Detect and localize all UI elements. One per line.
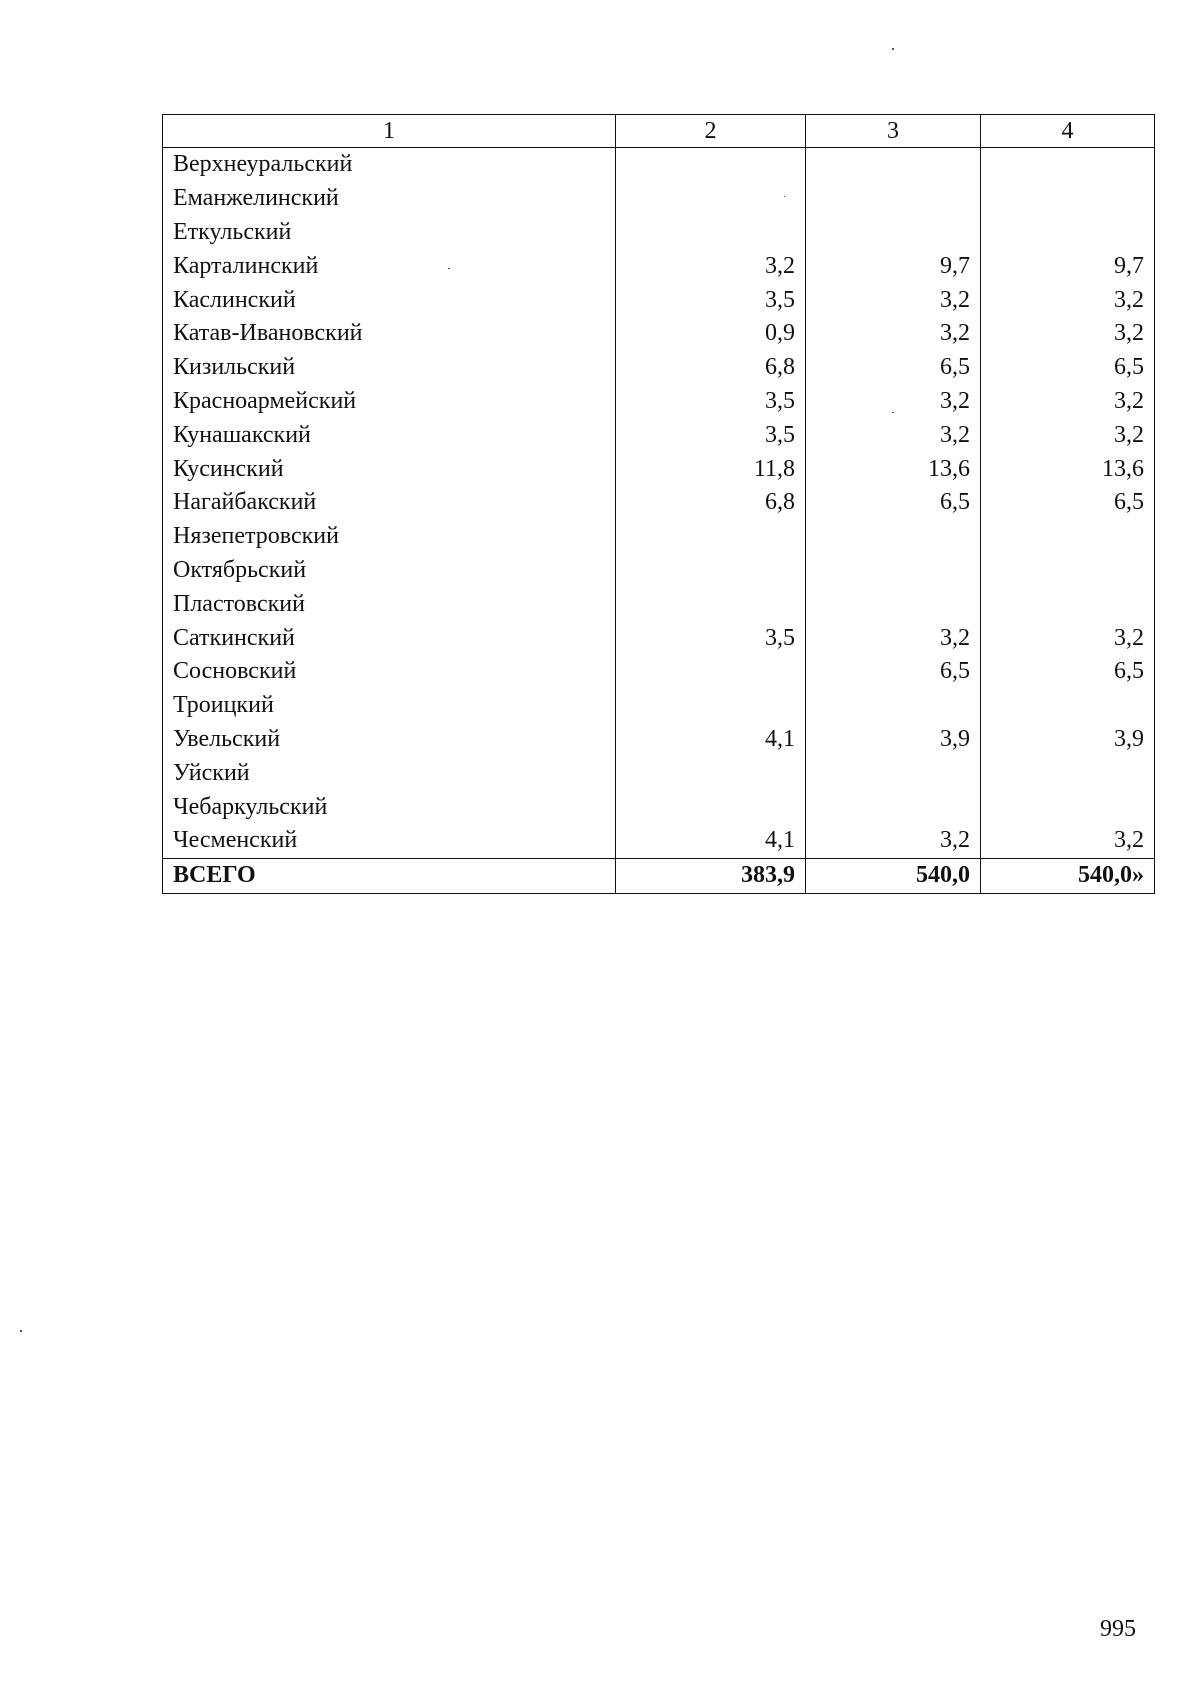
value-col2: 4,1: [616, 824, 806, 858]
district-name: Сосновский: [163, 655, 616, 689]
value-col3: 9,7: [806, 249, 981, 283]
value-col4: 13,6: [981, 452, 1155, 486]
value-col3: [806, 756, 981, 790]
table-row: [163, 723, 1155, 757]
table-row: [163, 148, 1155, 182]
value-col2: [616, 148, 806, 182]
value-col2: 3,5: [616, 418, 806, 452]
value-col3: [806, 182, 981, 216]
value-col4: [981, 689, 1155, 723]
table-row: [163, 621, 1155, 655]
district-name: Кунашакский: [163, 418, 616, 452]
district-name: Верхнеуральский: [163, 148, 616, 182]
total-value-col2: 383,9: [616, 858, 806, 893]
table-row: [163, 249, 1155, 283]
district-name: Еманжелинский: [163, 182, 616, 216]
value-col2: 6,8: [616, 351, 806, 385]
table-row: [163, 385, 1155, 419]
value-col4: [981, 520, 1155, 554]
district-name: Чебаркульский: [163, 790, 616, 824]
district-name: Кусинский: [163, 452, 616, 486]
value-col4: 3,2: [981, 418, 1155, 452]
value-col2: [616, 756, 806, 790]
value-col3: 13,6: [806, 452, 981, 486]
value-col4: 9,7: [981, 249, 1155, 283]
scan-speck: [20, 1330, 22, 1332]
value-col2: [616, 790, 806, 824]
table-row: [163, 554, 1155, 588]
value-col3: 6,5: [806, 351, 981, 385]
value-col4: [981, 216, 1155, 250]
value-col2: 3,5: [616, 385, 806, 419]
table-row: [163, 283, 1155, 317]
table-footer: [163, 858, 1155, 893]
district-name: Уйский: [163, 756, 616, 790]
value-col2: [616, 182, 806, 216]
total-label: ВСЕГО: [163, 858, 616, 893]
table-row: [163, 418, 1155, 452]
district-name: Красноармейский: [163, 385, 616, 419]
value-col3: 3,2: [806, 824, 981, 858]
page-number: 995: [1100, 1616, 1136, 1642]
value-col4: 6,5: [981, 655, 1155, 689]
value-col3: 3,2: [806, 418, 981, 452]
column-header-1: 1: [163, 115, 616, 148]
value-col2: 4,1: [616, 723, 806, 757]
table-row: [163, 824, 1155, 858]
value-col4: [981, 756, 1155, 790]
value-col2: [616, 587, 806, 621]
value-col3: 3,2: [806, 621, 981, 655]
district-name: Кизильский: [163, 351, 616, 385]
district-name: Увельский: [163, 723, 616, 757]
value-col3: 3,2: [806, 283, 981, 317]
table-row: [163, 756, 1155, 790]
value-col3: [806, 790, 981, 824]
value-col3: [806, 554, 981, 588]
district-name: Октябрьский: [163, 554, 616, 588]
value-col3: [806, 587, 981, 621]
value-col3: 6,5: [806, 486, 981, 520]
value-col2: [616, 655, 806, 689]
value-col4: 3,2: [981, 621, 1155, 655]
district-name: Катав-Ивановский: [163, 317, 616, 351]
table-row: [163, 790, 1155, 824]
table-row: [163, 216, 1155, 250]
value-col4: [981, 554, 1155, 588]
table-row: [163, 317, 1155, 351]
district-name: Саткинский: [163, 621, 616, 655]
table-row: [163, 486, 1155, 520]
district-name: Карталинский: [163, 249, 616, 283]
district-name: Нагайбакский: [163, 486, 616, 520]
column-header-4: 4: [981, 115, 1155, 148]
value-col3: [806, 148, 981, 182]
value-col2: 3,5: [616, 621, 806, 655]
value-col2: 11,8: [616, 452, 806, 486]
value-col4: 6,5: [981, 486, 1155, 520]
value-col3: 3,2: [806, 385, 981, 419]
value-col4: [981, 790, 1155, 824]
total-value-col4: 540,0»: [981, 858, 1155, 893]
table-row: [163, 689, 1155, 723]
district-name: Каслинский: [163, 283, 616, 317]
value-col4: 6,5: [981, 351, 1155, 385]
value-col2: 3,5: [616, 283, 806, 317]
value-col3: [806, 216, 981, 250]
table-row: [163, 182, 1155, 216]
value-col2: 6,8: [616, 486, 806, 520]
district-name: Еткульский: [163, 216, 616, 250]
value-col4: [981, 587, 1155, 621]
value-col3: 6,5: [806, 655, 981, 689]
district-name: Пластовский: [163, 587, 616, 621]
value-col2: 0,9: [616, 317, 806, 351]
table-row: [163, 351, 1155, 385]
value-col4: 3,2: [981, 283, 1155, 317]
total-value-col3: 540,0: [806, 858, 981, 893]
column-header-3: 3: [806, 115, 981, 148]
value-col4: 3,2: [981, 824, 1155, 858]
value-col3: [806, 520, 981, 554]
value-col3: 3,2: [806, 317, 981, 351]
scan-speck: [892, 48, 894, 50]
total-row: [163, 858, 1155, 893]
value-col2: [616, 554, 806, 588]
value-col2: [616, 216, 806, 250]
district-name: Троицкий: [163, 689, 616, 723]
value-col2: [616, 689, 806, 723]
header-row: [163, 115, 1155, 148]
table-header: [163, 115, 1155, 148]
value-col4: [981, 182, 1155, 216]
value-col4: 3,2: [981, 385, 1155, 419]
table-row: [163, 520, 1155, 554]
data-table: [162, 114, 1155, 894]
value-col4: 3,9: [981, 723, 1155, 757]
value-col3: [806, 689, 981, 723]
table-row: [163, 587, 1155, 621]
district-name: Нязепетровский: [163, 520, 616, 554]
value-col3: 3,9: [806, 723, 981, 757]
value-col2: 3,2: [616, 249, 806, 283]
table-body: [163, 148, 1155, 859]
table-row: [163, 655, 1155, 689]
value-col2: [616, 520, 806, 554]
value-col4: [981, 148, 1155, 182]
table-row: [163, 452, 1155, 486]
column-header-2: 2: [616, 115, 806, 148]
value-col4: 3,2: [981, 317, 1155, 351]
district-name: Чесменский: [163, 824, 616, 858]
